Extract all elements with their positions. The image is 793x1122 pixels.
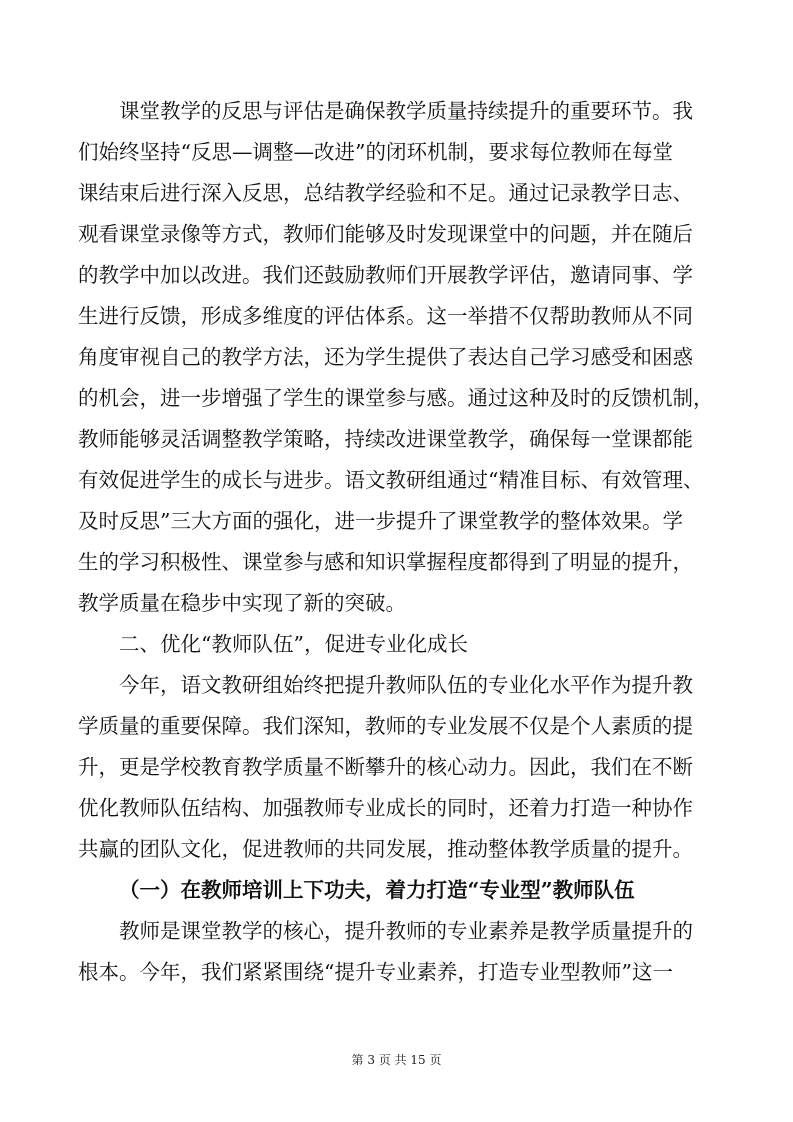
paragraph-line: 课结束后进行深入反思，总结教学经验和不足。通过记录教学日志、 (78, 181, 693, 205)
paragraph-line: 角度审视自己的教学方法，还为学生提供了表达自己学习感受和困惑 (78, 345, 693, 369)
paragraph-line: 的教学中加以改进。我们还鼓励教师们开展教学评估，邀请同事、学 (78, 263, 693, 287)
paragraph-line: 今年，语文教研组始终把提升教师队伍的专业化水平作为提升教 (119, 673, 693, 697)
paragraph-line: 的机会，进一步增强了学生的课堂参与感。通过这种及时的反馈机制， (78, 386, 714, 410)
paragraph-line: 生的学习积极性、课堂参与感和知识掌握程度都得到了明显的提升， (78, 550, 693, 574)
paragraph-line: 优化教师队伍结构、加强教师专业成长的同时，还着力打造一种协作 (78, 796, 693, 820)
paragraph-line: 共赢的团队文化，促进教师的共同发展，推动整体教学质量的提升。 (78, 837, 693, 861)
page-number: 第 3 页 共 15 页 (351, 1053, 442, 1067)
section-heading: 二、优化“教师队伍”，促进专业化成长 (119, 632, 468, 656)
paragraph-line: 及时反思”三大方面的强化，进一步提升了课堂教学的整体效果。学 (78, 509, 683, 533)
paragraph-line: 课堂教学的反思与评估是确保教学质量持续提升的重要环节。我 (119, 99, 693, 123)
paragraph-line: 观看课堂录像等方式，教师们能够及时发现课堂中的问题，并在随后 (78, 222, 693, 246)
subsection-heading: （一）在教师培训上下功夫，着力打造“专业型”教师队伍 (119, 878, 635, 902)
paragraph-line: 们始终坚持“反思—调整—改进”的闭环机制，要求每位教师在每堂 (78, 140, 673, 164)
paragraph-line: 教学质量在稳步中实现了新的突破。 (78, 591, 406, 615)
paragraph-line: 教师是课堂教学的核心，提升教师的专业素养是教学质量提升的 (119, 919, 693, 943)
paragraph-line: 生进行反馈，形成多维度的评估体系。这一举措不仅帮助教师从不同 (78, 304, 693, 328)
paragraph-line: 根本。今年，我们紧紧围绕“提升专业素养，打造专业型教师”这一 (78, 960, 673, 984)
paragraph-line: 教师能够灵活调整教学策略，持续改进课堂教学，确保每一堂课都能 (78, 427, 693, 451)
paragraph-line: 升，更是学校教育教学质量不断攀升的核心动力。因此，我们在不断 (78, 755, 693, 779)
paragraph-line: 有效促进学生的成长与进步。语文教研组通过“精准目标、有效管理、 (78, 468, 704, 492)
paragraph-line: 学质量的重要保障。我们深知，教师的专业发展不仅是个人素质的提 (78, 714, 693, 738)
